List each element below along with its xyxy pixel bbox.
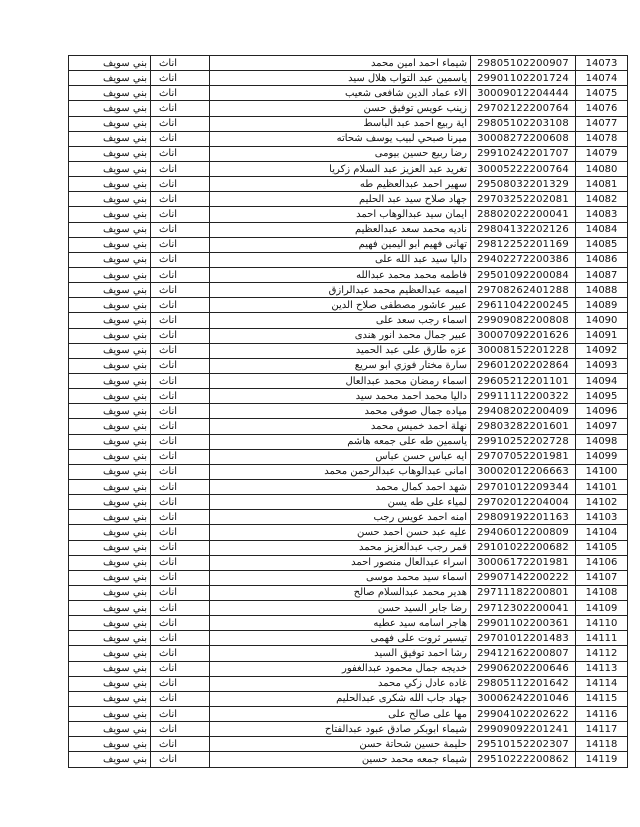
governorate-cell: بني سويف — [69, 707, 151, 722]
serial-cell: 14089 — [576, 298, 628, 313]
gender-cell: اناث — [151, 525, 210, 540]
name-cell: شيماء ابوبكر صادق عبود عبدالفتاح — [210, 722, 471, 737]
national-id-cell: 30006172201981 — [471, 555, 576, 570]
serial-cell: 14093 — [576, 358, 628, 373]
table-row — [69, 510, 628, 525]
governorate-cell: بني سويف — [69, 464, 151, 479]
national-id-cell: 29510152202307 — [471, 737, 576, 752]
governorate-cell: بني سويف — [69, 373, 151, 388]
gender-cell: اناث — [151, 691, 210, 706]
national-id-cell: 30005222200764 — [471, 161, 576, 176]
gender-cell: اناث — [151, 646, 210, 661]
gender-cell: اناث — [151, 116, 210, 131]
national-id-cell: 29708262401288 — [471, 283, 576, 298]
name-cell: ايمان سيد عبدالوهاب احمد — [210, 207, 471, 222]
national-id-cell: 29910242201707 — [471, 146, 576, 161]
governorate-cell: بني سويف — [69, 56, 151, 71]
name-cell: جهاد جاب الله شكرى عبدالحليم — [210, 691, 471, 706]
name-cell: رشا احمد توفيق السيد — [210, 646, 471, 661]
governorate-cell: بني سويف — [69, 298, 151, 313]
national-id-cell: 29406012200809 — [471, 525, 576, 540]
name-cell: زينب عويس توفيق حسن — [210, 101, 471, 116]
governorate-cell: بني سويف — [69, 328, 151, 343]
serial-cell: 14092 — [576, 343, 628, 358]
gender-cell: اناث — [151, 313, 210, 328]
serial-cell: 14110 — [576, 616, 628, 631]
serial-cell: 14087 — [576, 267, 628, 282]
table-row — [69, 495, 628, 510]
governorate-cell: بني سويف — [69, 71, 151, 86]
name-cell: داليا محمد احمد محمد سيد — [210, 389, 471, 404]
gender-cell: اناث — [151, 495, 210, 510]
governorate-cell: بني سويف — [69, 601, 151, 616]
serial-cell: 14095 — [576, 389, 628, 404]
governorate-cell: بني سويف — [69, 283, 151, 298]
governorate-cell: بني سويف — [69, 161, 151, 176]
table-row — [69, 283, 628, 298]
serial-cell: 14097 — [576, 419, 628, 434]
serial-cell: 14105 — [576, 540, 628, 555]
serial-cell: 14118 — [576, 737, 628, 752]
gender-cell: اناث — [151, 343, 210, 358]
name-cell: عبير جمال محمد انور هندى — [210, 328, 471, 343]
national-id-cell: 30009012204444 — [471, 86, 576, 101]
table-row — [69, 222, 628, 237]
serial-cell: 14101 — [576, 479, 628, 494]
name-cell: شهد احمد كمال محمد — [210, 479, 471, 494]
table-row — [69, 691, 628, 706]
serial-cell: 14107 — [576, 570, 628, 585]
name-cell: اسماء سيد محمد موسى — [210, 570, 471, 585]
table-row — [69, 389, 628, 404]
name-cell: خديجه جمال محمود عبدالغفور — [210, 661, 471, 676]
serial-cell: 14091 — [576, 328, 628, 343]
governorate-cell: بني سويف — [69, 752, 151, 767]
national-id-cell: 29909082200808 — [471, 313, 576, 328]
governorate-cell: بني سويف — [69, 146, 151, 161]
name-cell: غاده عادل زكي محمد — [210, 676, 471, 691]
governorate-cell: بني سويف — [69, 540, 151, 555]
serial-cell: 14077 — [576, 116, 628, 131]
gender-cell: اناث — [151, 737, 210, 752]
serial-cell: 14109 — [576, 601, 628, 616]
serial-cell: 14096 — [576, 404, 628, 419]
gender-cell: اناث — [151, 434, 210, 449]
governorate-cell: بني سويف — [69, 449, 151, 464]
table-row — [69, 707, 628, 722]
serial-cell: 14112 — [576, 646, 628, 661]
gender-cell: اناث — [151, 707, 210, 722]
table-row — [69, 131, 628, 146]
table-row — [69, 616, 628, 631]
serial-cell: 14080 — [576, 161, 628, 176]
governorate-cell: بني سويف — [69, 131, 151, 146]
serial-cell: 14108 — [576, 585, 628, 600]
gender-cell: اناث — [151, 570, 210, 585]
governorate-cell: بني سويف — [69, 479, 151, 494]
serial-cell: 14073 — [576, 56, 628, 71]
table-row — [69, 585, 628, 600]
gender-cell: اناث — [151, 479, 210, 494]
governorate-cell: بني سويف — [69, 267, 151, 282]
name-cell: عليه عبد حسن احمد حسن — [210, 525, 471, 540]
table-row — [69, 479, 628, 494]
gender-cell: اناث — [151, 192, 210, 207]
governorate-cell: بني سويف — [69, 192, 151, 207]
table-row — [69, 570, 628, 585]
name-cell: الاء عماد الدين شافعى شعيب — [210, 86, 471, 101]
governorate-cell: بني سويف — [69, 237, 151, 252]
gender-cell: اناث — [151, 585, 210, 600]
gender-cell: اناث — [151, 464, 210, 479]
serial-cell: 14076 — [576, 101, 628, 116]
name-cell: سارة مختار فوزي ابو سريع — [210, 358, 471, 373]
name-cell: مياده جمال صوفى محمد — [210, 404, 471, 419]
national-id-cell: 29702012204004 — [471, 495, 576, 510]
name-cell: ياسمين طه على جمعه هاشم — [210, 434, 471, 449]
national-id-cell: 29904102202622 — [471, 707, 576, 722]
table-row — [69, 56, 628, 71]
serial-cell: 14094 — [576, 373, 628, 388]
name-cell: تيسير ثروت على فهمى — [210, 631, 471, 646]
table-row — [69, 752, 628, 767]
serial-cell: 14098 — [576, 434, 628, 449]
governorate-cell: بني سويف — [69, 434, 151, 449]
serial-cell: 14075 — [576, 86, 628, 101]
national-id-cell: 29501092200084 — [471, 267, 576, 282]
name-cell: رضا جابر السيد حسن — [210, 601, 471, 616]
serial-cell: 14111 — [576, 631, 628, 646]
national-id-cell: 29701012201483 — [471, 631, 576, 646]
name-cell: رضا ربيع حسين بيومى — [210, 146, 471, 161]
gender-cell: اناث — [151, 177, 210, 192]
name-cell: امانى عبدالوهاب عبدالرحمن محمد — [210, 464, 471, 479]
table-row — [69, 373, 628, 388]
table-row — [69, 237, 628, 252]
table-row — [69, 252, 628, 267]
name-cell: فاطمه محمد محمد عبدالله — [210, 267, 471, 282]
national-id-cell: 29911112200322 — [471, 389, 576, 404]
governorate-cell: بني سويف — [69, 495, 151, 510]
national-id-cell: 29910252202728 — [471, 434, 576, 449]
gender-cell: اناث — [151, 616, 210, 631]
serial-cell: 14084 — [576, 222, 628, 237]
name-cell: سهير احمد عبدالعظيم طه — [210, 177, 471, 192]
table-row — [69, 404, 628, 419]
name-cell: تغريد عبد العزيز عبد السلام زكريا — [210, 161, 471, 176]
gender-cell: اناث — [151, 283, 210, 298]
national-id-cell: 29907142200222 — [471, 570, 576, 585]
serial-cell: 14090 — [576, 313, 628, 328]
gender-cell: اناث — [151, 146, 210, 161]
serial-cell: 14106 — [576, 555, 628, 570]
name-cell: اسماء رجب سعد على — [210, 313, 471, 328]
name-cell: مها على صالح على — [210, 707, 471, 722]
table-row — [69, 434, 628, 449]
table-row — [69, 631, 628, 646]
serial-cell: 14099 — [576, 449, 628, 464]
governorate-cell: بني سويف — [69, 313, 151, 328]
governorate-cell: بني سويف — [69, 722, 151, 737]
gender-cell: اناث — [151, 161, 210, 176]
serial-cell: 14083 — [576, 207, 628, 222]
serial-cell: 14117 — [576, 722, 628, 737]
serial-cell: 14119 — [576, 752, 628, 767]
governorate-cell: بني سويف — [69, 646, 151, 661]
national-id-cell: 29703252202081 — [471, 192, 576, 207]
national-id-cell: 29707052201981 — [471, 449, 576, 464]
serial-cell: 14081 — [576, 177, 628, 192]
national-id-cell: 29605212201101 — [471, 373, 576, 388]
table-row — [69, 419, 628, 434]
serial-cell: 14085 — [576, 237, 628, 252]
name-cell: لمياء على طه يسن — [210, 495, 471, 510]
serial-cell: 14116 — [576, 707, 628, 722]
gender-cell: اناث — [151, 722, 210, 737]
national-id-cell: 29510222200862 — [471, 752, 576, 767]
governorate-cell: بني سويف — [69, 737, 151, 752]
table-row — [69, 449, 628, 464]
table-row — [69, 298, 628, 313]
name-cell: عزه طارق على عبد الحميد — [210, 343, 471, 358]
governorate-cell: بني سويف — [69, 389, 151, 404]
gender-cell: اناث — [151, 252, 210, 267]
table-row — [69, 737, 628, 752]
gender-cell: اناث — [151, 540, 210, 555]
national-id-cell: 29809192201163 — [471, 510, 576, 525]
gender-cell: اناث — [151, 207, 210, 222]
national-id-cell: 28802022200041 — [471, 207, 576, 222]
table-row — [69, 540, 628, 555]
governorate-cell: بني سويف — [69, 570, 151, 585]
gender-cell: اناث — [151, 419, 210, 434]
governorate-cell: بني سويف — [69, 676, 151, 691]
gender-cell: اناث — [151, 358, 210, 373]
name-cell: اية ربيع احمد عبد الباسط — [210, 116, 471, 131]
table-row — [69, 555, 628, 570]
national-id-cell: 29901102200361 — [471, 616, 576, 631]
gender-cell: اناث — [151, 237, 210, 252]
national-id-cell: 30007092201626 — [471, 328, 576, 343]
gender-cell: اناث — [151, 631, 210, 646]
national-id-cell: 29601202202864 — [471, 358, 576, 373]
gender-cell: اناث — [151, 389, 210, 404]
name-cell: نهلة احمد خميس محمد — [210, 419, 471, 434]
table-row — [69, 267, 628, 282]
national-id-cell: 29901102201724 — [471, 71, 576, 86]
serial-cell: 14082 — [576, 192, 628, 207]
table-row — [69, 101, 628, 116]
governorate-cell: بني سويف — [69, 116, 151, 131]
gender-cell: اناث — [151, 71, 210, 86]
name-cell: اسراء عبدالعال منصور احمد — [210, 555, 471, 570]
table-row — [69, 722, 628, 737]
national-id-cell: 29412162200807 — [471, 646, 576, 661]
serial-cell: 14086 — [576, 252, 628, 267]
national-id-cell: 29711182200801 — [471, 585, 576, 600]
gender-cell: اناث — [151, 661, 210, 676]
name-cell: ياسمين عبد التواب هلال سيد — [210, 71, 471, 86]
table-row — [69, 146, 628, 161]
serial-cell: 14104 — [576, 525, 628, 540]
gender-cell: اناث — [151, 404, 210, 419]
governorate-cell: بني سويف — [69, 616, 151, 631]
table-row — [69, 71, 628, 86]
governorate-cell: بني سويف — [69, 343, 151, 358]
name-cell: امنه احمد عويس رجب — [210, 510, 471, 525]
national-id-cell: 30008152201228 — [471, 343, 576, 358]
name-cell: هاجر اسامه سيد عطيه — [210, 616, 471, 631]
serial-cell: 14113 — [576, 661, 628, 676]
name-cell: ايه عباس حسن عباس — [210, 449, 471, 464]
name-cell: اسماء رمضان محمد عبدالعال — [210, 373, 471, 388]
national-id-cell: 30008272200608 — [471, 131, 576, 146]
national-id-cell: 29804132202126 — [471, 222, 576, 237]
serial-cell: 14100 — [576, 464, 628, 479]
national-id-cell: 29805112201642 — [471, 676, 576, 691]
table-row — [69, 525, 628, 540]
governorate-cell: بني سويف — [69, 691, 151, 706]
gender-cell: اناث — [151, 131, 210, 146]
table-row — [69, 601, 628, 616]
gender-cell: اناث — [151, 101, 210, 116]
name-cell: اميمه عبدالعظيم محمد عبدالرازق — [210, 283, 471, 298]
name-cell: شيماء جمعه محمد حسين — [210, 752, 471, 767]
name-cell: حليمة حسين شحاتة حسن — [210, 737, 471, 752]
gender-cell: اناث — [151, 222, 210, 237]
governorate-cell: بني سويف — [69, 585, 151, 600]
national-id-cell: 29701012209344 — [471, 479, 576, 494]
table-row — [69, 313, 628, 328]
gender-cell: اناث — [151, 328, 210, 343]
governorate-cell: بني سويف — [69, 252, 151, 267]
serial-cell: 14088 — [576, 283, 628, 298]
table-row — [69, 358, 628, 373]
table-row — [69, 676, 628, 691]
gender-cell: اناث — [151, 373, 210, 388]
gender-cell: اناث — [151, 298, 210, 313]
gender-cell: اناث — [151, 601, 210, 616]
gender-cell: اناث — [151, 676, 210, 691]
name-cell: قمر رجب عبدالعزيز محمد — [210, 540, 471, 555]
national-id-cell: 30002012206663 — [471, 464, 576, 479]
table-row — [69, 328, 628, 343]
name-cell: شيماء احمد امين محمد — [210, 56, 471, 71]
gender-cell: اناث — [151, 510, 210, 525]
governorate-cell: بني سويف — [69, 101, 151, 116]
national-id-cell: 29702122200764 — [471, 101, 576, 116]
name-cell: تهانى فهيم ابو اليمين فهيم — [210, 237, 471, 252]
table-row — [69, 116, 628, 131]
records-table — [68, 55, 628, 768]
national-id-cell: 29101022200682 — [471, 540, 576, 555]
gender-cell: اناث — [151, 555, 210, 570]
national-id-cell: 29712302200041 — [471, 601, 576, 616]
table-row — [69, 207, 628, 222]
governorate-cell: بني سويف — [69, 86, 151, 101]
table-row — [69, 177, 628, 192]
table-row — [69, 161, 628, 176]
serial-cell: 14078 — [576, 131, 628, 146]
governorate-cell: بني سويف — [69, 177, 151, 192]
national-id-cell: 29906202200646 — [471, 661, 576, 676]
governorate-cell: بني سويف — [69, 404, 151, 419]
records-table-body — [69, 56, 628, 768]
governorate-cell: بني سويف — [69, 661, 151, 676]
table-row — [69, 86, 628, 101]
national-id-cell: 29909092201241 — [471, 722, 576, 737]
serial-cell: 14103 — [576, 510, 628, 525]
serial-cell: 14079 — [576, 146, 628, 161]
governorate-cell: بني سويف — [69, 555, 151, 570]
governorate-cell: بني سويف — [69, 419, 151, 434]
serial-cell: 14102 — [576, 495, 628, 510]
governorate-cell: بني سويف — [69, 525, 151, 540]
name-cell: داليا سيد عبد الله على — [210, 252, 471, 267]
table-row — [69, 192, 628, 207]
table-row — [69, 464, 628, 479]
name-cell: جهاد صلاح سيد عبد الحليم — [210, 192, 471, 207]
serial-cell: 14115 — [576, 691, 628, 706]
governorate-cell: بني سويف — [69, 631, 151, 646]
name-cell: هدير محمد عبدالسلام صالح — [210, 585, 471, 600]
national-id-cell: 29812252201169 — [471, 237, 576, 252]
name-cell: ناديه محمد سعد عبدالعظيم — [210, 222, 471, 237]
gender-cell: اناث — [151, 752, 210, 767]
national-id-cell: 29611042200245 — [471, 298, 576, 313]
name-cell: عبير عاشور مصطفى صلاح الدين — [210, 298, 471, 313]
table-row — [69, 343, 628, 358]
national-id-cell: 30006242201046 — [471, 691, 576, 706]
governorate-cell: بني سويف — [69, 207, 151, 222]
gender-cell: اناث — [151, 56, 210, 71]
serial-cell: 14114 — [576, 676, 628, 691]
gender-cell: اناث — [151, 449, 210, 464]
national-id-cell: 29803282201601 — [471, 419, 576, 434]
gender-cell: اناث — [151, 267, 210, 282]
table-row — [69, 646, 628, 661]
governorate-cell: بني سويف — [69, 510, 151, 525]
governorate-cell: بني سويف — [69, 358, 151, 373]
table-row — [69, 661, 628, 676]
name-cell: ميرنا صبحي لبيب يوسف شحاته — [210, 131, 471, 146]
national-id-cell: 29805102200907 — [471, 56, 576, 71]
gender-cell: اناث — [151, 86, 210, 101]
governorate-cell: بني سويف — [69, 222, 151, 237]
serial-cell: 14074 — [576, 71, 628, 86]
national-id-cell: 29402272200386 — [471, 252, 576, 267]
national-id-cell: 29805102203108 — [471, 116, 576, 131]
national-id-cell: 29508032201329 — [471, 177, 576, 192]
national-id-cell: 29408202200409 — [471, 404, 576, 419]
